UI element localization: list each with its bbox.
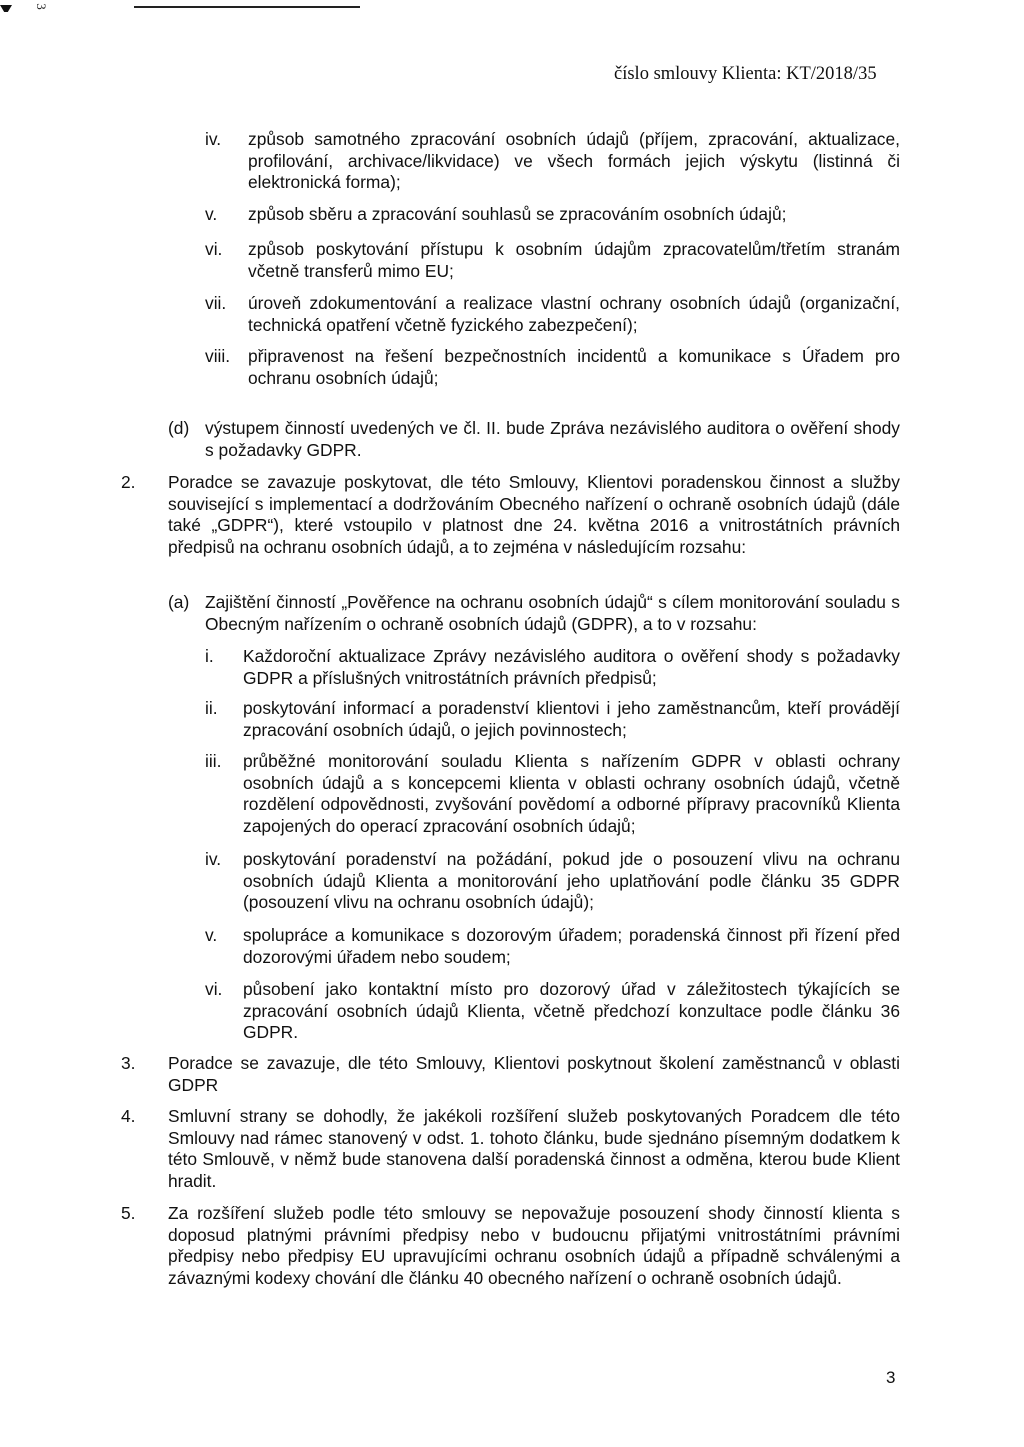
list-item-label: v.	[205, 204, 218, 224]
item-5-text: Za rozšíření služeb podle této smlouvy se nepovažuje posouzení shody činností klienta s doposud platnými právními předpisy nebo v budoucnu přijatými vnitrostátními právními předpisy nebo předpisy EU upravujícími ochranu osobních údajů a případně schválenými a závaznými kodexy chování dle článku 40 obecného nařízení o ochraně osobních údajů.	[168, 1203, 900, 1288]
list-item-text: poskytování poradenství na požádání, pokud jde o posouzení vlivu na ochranu osobních údajů Klienta a monitorování jeho uplatňování podle článku 35 GDPR (posouzení vlivu na ochranu osobních údajů);	[243, 849, 900, 912]
list-item-text: způsob sběru a zpracování souhlasů se zpracováním osobních údajů;	[248, 204, 787, 224]
list-item-label: vi.	[205, 979, 223, 999]
list-item-text: úroveň zdokumentování a realizace vlastní ochrany osobních údajů (organizační, technická opatření včetně fyzického zabezpečení);	[248, 293, 900, 335]
list-item-text: Každoroční aktualizace Zprávy nezávislého auditora o ověření shody s požadavky GDPR a příslušných vnitrostátních právních předpisů;	[243, 646, 900, 688]
page-number: 3	[886, 1368, 896, 1387]
item-d-text: výstupem činností uvedených ve čl. II. bude Zpráva nezávislého auditora o ověření shody s požadavky GDPR.	[205, 418, 900, 460]
item-d-label: (d)	[168, 418, 190, 438]
list-item-text: poskytování informací a poradenství klientovi i jeho zaměstnancům, kteří provádějí zpracování osobních údajů, o jejich povinnostech;	[243, 698, 900, 740]
item-3-label: 3.	[121, 1053, 136, 1073]
list-item-label: iv.	[205, 849, 222, 869]
list-item-text: spolupráce a komunikace s dozorovým úřadem; poradenská činnost při řízení před dozorovými úřadem nebo soudem;	[243, 925, 900, 967]
item-2-label: 2.	[121, 472, 136, 492]
item-2-text: Poradce se zavazuje poskytovat, dle této Smlouvy, Klientovi poradenskou činnost a služby související s implementací a dodržováním Obecného nařízení o ochraně osobních údajů (dále také „GDPR“), které vstoupilo v platnost dne 24. května 2016 a vnitrostátních právních předpisů na ochranu osobních údajů, a to zejména v následujícím rozsahu:	[168, 472, 900, 557]
item-4-text: Smluvní strany se dohodly, že jakékoli rozšíření služeb poskytovaných Poradcem dle této Smlouvy nad rámec stanovený v odst. 1. tohoto článku, bude sjednáno písemným dodatkem k této Smlouvě, v němž bude stanovena další poradenská činnost a odměna, kterou bude Klient hradit.	[168, 1106, 900, 1191]
list-item-text: způsob samotného zpracování osobních údajů (příjem, zpracování, aktualizace, profilování, archivace/likvidace) ve všech formách jejich výskytu (listinná či elektronická forma);	[248, 129, 900, 192]
item-2a-text: Zajištění činností „Pověřence na ochranu osobních údajů“ s cílem monitorování souladu s Obecným nařízením o ochraně osobních údajů (GDPR), a to v rozsahu:	[205, 592, 900, 634]
corner-digit: 3	[33, 3, 49, 10]
list-item-text: působení jako kontaktní místo pro dozorový úřad v záležitostech týkajících se zpracování osobních údajů Klienta, včetně předchozí konzultace podle článku 36 GDPR.	[243, 979, 900, 1042]
item-5-label: 5.	[121, 1203, 136, 1223]
scan-edge-line	[134, 6, 360, 8]
contract-number: číslo smlouvy Klienta: KT/2018/35	[614, 64, 877, 84]
list-item-label: iii.	[205, 751, 222, 771]
list-item-label: v.	[205, 925, 218, 945]
list-item-label: ii.	[205, 698, 218, 718]
list-item-text: průběžné monitorování souladu Klienta s nařízením GDPR v oblasti ochrany osobních údajů a s koncepcemi klienta v oblasti ochrany osobních údajů, včetně rozdělení odpovědnosti, zvyšování povědomí a odborné přípravy pracovníků Klienta zapojených do operací zpracování osobních údajů;	[243, 751, 900, 836]
corner-triangle-mark	[0, 0, 26, 12]
list-item-label: i.	[205, 646, 214, 666]
item-3-text: Poradce se zavazuje, dle této Smlouvy, Klientovi poskytnout školení zaměstnanců v oblasti GDPR	[168, 1053, 900, 1095]
list-item-label: vii.	[205, 293, 227, 313]
item-4-label: 4.	[121, 1106, 136, 1126]
list-item-text: připravenost na řešení bezpečnostních incidentů a komunikace s Úřadem pro ochranu osobních údajů;	[248, 346, 900, 388]
item-2a-label: (a)	[168, 592, 190, 612]
list-item-label: viii.	[205, 346, 231, 366]
list-item-label: vi.	[205, 239, 223, 259]
list-item-text: způsob poskytování přístupu k osobním údajům zpracovatelům/třetím stranám včetně transferů mimo EU;	[248, 239, 900, 281]
list-item-label: iv.	[205, 129, 222, 149]
